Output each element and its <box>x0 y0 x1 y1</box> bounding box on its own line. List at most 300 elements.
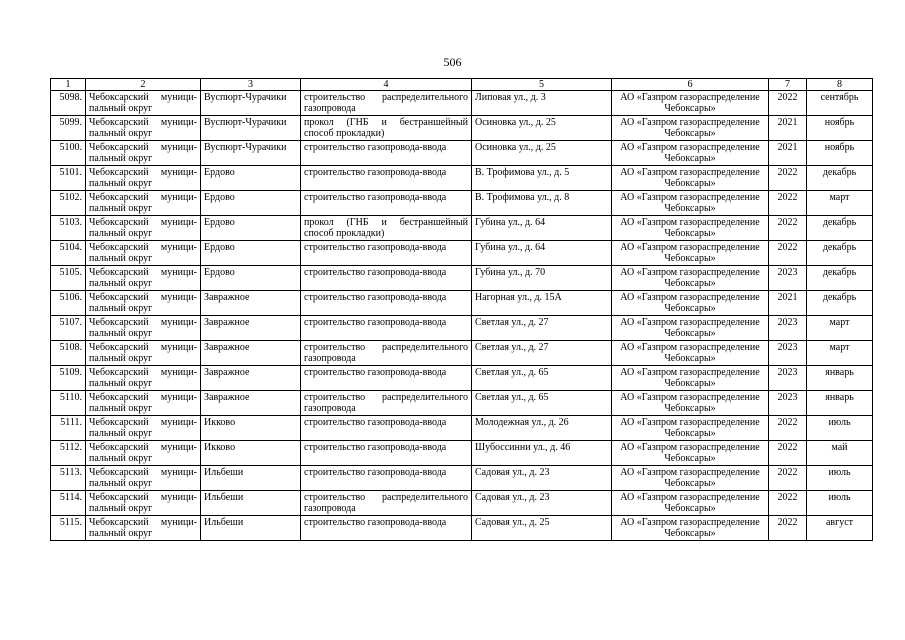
work-type-line-1: строительство газопровода-ввода <box>304 192 447 203</box>
address: Осиновка ул., д. 25 <box>475 117 556 128</box>
address: Губина ул., д. 64 <box>475 242 546 253</box>
address: В. Трофимова ул., д. 8 <box>475 192 570 203</box>
year: 2022 <box>777 167 798 178</box>
work-type-line-1: строительство распределительного <box>304 342 468 353</box>
month-cell <box>807 266 873 291</box>
district-cell <box>86 466 201 491</box>
organization-cell <box>612 416 769 441</box>
work-type-cell <box>301 241 472 266</box>
column-header: 4 <box>301 79 472 91</box>
row-number-cell <box>51 141 86 166</box>
district-line-1: Чебоксарский муници- <box>89 117 197 128</box>
district-line-2: пальный округ <box>89 428 153 439</box>
work-type-cell <box>301 166 472 191</box>
row-number-cell <box>51 316 86 341</box>
table-row <box>51 341 873 366</box>
year: 2022 <box>777 192 798 203</box>
address: Светлая ул., д. 27 <box>475 317 549 328</box>
address-cell <box>472 341 612 366</box>
month: декабрь <box>822 167 857 178</box>
column-header: 6 <box>612 79 769 91</box>
table-row <box>51 166 873 191</box>
table-row <box>51 391 873 416</box>
year: 2022 <box>777 417 798 428</box>
row-number: 5112. <box>59 442 82 453</box>
settlement-name: Завражное <box>204 292 250 303</box>
year-cell <box>769 416 807 441</box>
row-number: 5105. <box>59 267 82 278</box>
year: 2023 <box>777 267 798 278</box>
table-row <box>51 116 873 141</box>
organization-line-2: Чебоксары» <box>664 503 716 514</box>
month-cell <box>807 216 873 241</box>
row-number-cell <box>51 391 86 416</box>
organization-cell <box>612 216 769 241</box>
table-row <box>51 141 873 166</box>
row-number-cell <box>51 116 86 141</box>
table-row <box>51 491 873 516</box>
address-cell <box>472 366 612 391</box>
year: 2022 <box>777 92 798 103</box>
organization-cell <box>612 466 769 491</box>
organization-line-1: АО «Газпром газораспределение <box>620 317 760 328</box>
organization-line-1: АО «Газпром газораспределение <box>620 492 760 503</box>
work-type-line-1: строительство газопровода-ввода <box>304 467 447 478</box>
address-cell <box>472 441 612 466</box>
address: Садовая ул., д. 25 <box>475 517 550 528</box>
year-cell <box>769 166 807 191</box>
month: декабрь <box>822 267 857 278</box>
table-row <box>51 441 873 466</box>
work-type-cell <box>301 491 472 516</box>
district-line-1: Чебоксарский муници- <box>89 342 197 353</box>
table-row <box>51 516 873 541</box>
settlement-cell <box>201 391 301 416</box>
address: Нагорная ул., д. 15А <box>475 292 562 303</box>
year: 2021 <box>777 142 798 153</box>
row-number: 5108. <box>59 342 82 353</box>
row-number: 5098. <box>59 92 82 103</box>
settlement-cell <box>201 516 301 541</box>
settlement-name: Икково <box>204 417 236 428</box>
month-cell <box>807 141 873 166</box>
month: май <box>831 442 848 453</box>
district-cell <box>86 341 201 366</box>
row-number-cell <box>51 191 86 216</box>
district-line-2: пальный округ <box>89 528 153 539</box>
settlement-name: Ильбеши <box>204 492 244 503</box>
address-cell <box>472 116 612 141</box>
row-number: 5103. <box>59 217 82 228</box>
district-line-2: пальный округ <box>89 353 153 364</box>
district-line-1: Чебоксарский муници- <box>89 142 197 153</box>
row-number: 5111. <box>60 417 82 428</box>
row-number: 5115. <box>59 517 82 528</box>
district-line-2: пальный округ <box>89 278 153 289</box>
month: ноябрь <box>824 142 855 153</box>
organization-line-2: Чебоксары» <box>664 228 716 239</box>
work-type-cell <box>301 416 472 441</box>
organization-line-1: АО «Газпром газораспределение <box>620 92 760 103</box>
district-line-2: пальный округ <box>89 378 153 389</box>
address-cell <box>472 466 612 491</box>
district-line-2: пальный округ <box>89 178 153 189</box>
settlement-cell <box>201 216 301 241</box>
settlement-name: Ердово <box>204 192 235 203</box>
district-cell <box>86 266 201 291</box>
address: Губина ул., д. 64 <box>475 217 546 228</box>
year: 2022 <box>777 492 798 503</box>
district-line-1: Чебоксарский муници- <box>89 167 197 178</box>
settlement-name: Вуспюрт-Чурачики <box>204 92 287 103</box>
year-cell <box>769 141 807 166</box>
header-row <box>51 79 873 91</box>
work-type-cell <box>301 366 472 391</box>
work-type-line-1: строительство газопровода-ввода <box>304 142 447 153</box>
month-cell <box>807 241 873 266</box>
column-header: 7 <box>769 79 807 91</box>
year-cell <box>769 466 807 491</box>
district-line-1: Чебоксарский муници- <box>89 317 197 328</box>
settlement-name: Вуспюрт-Чурачики <box>204 117 287 128</box>
address-cell <box>472 416 612 441</box>
work-type-line-1: строительство распределительного <box>304 492 468 503</box>
row-number-cell <box>51 366 86 391</box>
year-cell <box>769 91 807 116</box>
table-row <box>51 266 873 291</box>
month-cell <box>807 416 873 441</box>
work-type-cell <box>301 516 472 541</box>
settlement-cell <box>201 466 301 491</box>
row-number-cell <box>51 491 86 516</box>
district-line-2: пальный округ <box>89 303 153 314</box>
work-type-line-1: строительство газопровода-ввода <box>304 292 447 303</box>
month-cell <box>807 516 873 541</box>
work-type-cell <box>301 266 472 291</box>
district-line-2: пальный округ <box>89 228 153 239</box>
organization-line-2: Чебоксары» <box>664 278 716 289</box>
address-cell <box>472 191 612 216</box>
district-cell <box>86 191 201 216</box>
column-header: 1 <box>51 79 86 91</box>
year: 2023 <box>777 317 798 328</box>
address-cell <box>472 141 612 166</box>
year-cell <box>769 491 807 516</box>
month: декабрь <box>822 292 857 303</box>
row-number: 5110. <box>59 392 82 403</box>
district-line-1: Чебоксарский муници- <box>89 292 197 303</box>
table-body <box>51 91 873 541</box>
month: декабрь <box>822 217 857 228</box>
month-cell <box>807 191 873 216</box>
organization-cell <box>612 166 769 191</box>
settlement-name: Ердово <box>204 217 235 228</box>
column-header: 3 <box>201 79 301 91</box>
settlement-name: Завражное <box>204 342 250 353</box>
address: Светлая ул., д. 27 <box>475 342 549 353</box>
work-type-line-1: строительство газопровода-ввода <box>304 442 447 453</box>
month: декабрь <box>822 242 857 253</box>
organization-line-2: Чебоксары» <box>664 253 716 264</box>
district-line-1: Чебоксарский муници- <box>89 192 197 203</box>
address-cell <box>472 391 612 416</box>
district-cell <box>86 491 201 516</box>
settlement-cell <box>201 141 301 166</box>
organization-cell <box>612 341 769 366</box>
district-line-2: пальный округ <box>89 253 153 264</box>
settlement-name: Ильбеши <box>204 467 244 478</box>
table-row <box>51 291 873 316</box>
month-cell <box>807 116 873 141</box>
district-line-2: пальный округ <box>89 128 153 139</box>
work-type-line-1: прокол (ГНБ и бестраншейный <box>304 117 468 128</box>
organization-line-1: АО «Газпром газораспределение <box>620 442 760 453</box>
work-type-cell <box>301 91 472 116</box>
row-number-cell <box>51 241 86 266</box>
organization-line-2: Чебоксары» <box>664 328 716 339</box>
organization-line-2: Чебоксары» <box>664 378 716 389</box>
district-cell <box>86 391 201 416</box>
work-type-cell <box>301 466 472 491</box>
district-cell <box>86 516 201 541</box>
row-number: 5104. <box>59 242 82 253</box>
district-line-1: Чебоксарский муници- <box>89 467 197 478</box>
organization-line-2: Чебоксары» <box>664 178 716 189</box>
district-cell <box>86 441 201 466</box>
district-line-2: пальный округ <box>89 403 153 414</box>
table-row <box>51 416 873 441</box>
address-cell <box>472 91 612 116</box>
settlement-name: Ердово <box>204 242 235 253</box>
row-number-cell <box>51 266 86 291</box>
month: март <box>829 317 850 328</box>
organization-cell <box>612 491 769 516</box>
table-row <box>51 91 873 116</box>
work-type-line-1: строительство газопровода-ввода <box>304 267 447 278</box>
month: март <box>829 342 850 353</box>
district-line-1: Чебоксарский муници- <box>89 417 197 428</box>
row-number: 5114. <box>59 492 82 503</box>
settlement-cell <box>201 241 301 266</box>
column-header: 8 <box>807 79 873 91</box>
district-line-2: пальный округ <box>89 203 153 214</box>
settlement-cell <box>201 491 301 516</box>
work-type-cell <box>301 341 472 366</box>
district-cell <box>86 291 201 316</box>
organization-line-1: АО «Газпром газораспределение <box>620 517 760 528</box>
address: Осиновка ул., д. 25 <box>475 142 556 153</box>
month-cell <box>807 166 873 191</box>
organization-line-1: АО «Газпром газораспределение <box>620 167 760 178</box>
settlement-name: Завражное <box>204 392 250 403</box>
organization-cell <box>612 241 769 266</box>
address-cell <box>472 291 612 316</box>
district-line-1: Чебоксарский муници- <box>89 392 197 403</box>
settlement-name: Ильбеши <box>204 517 244 528</box>
work-type-line-2: газопровода <box>304 503 356 514</box>
address: Молодежная ул., д. 26 <box>475 417 569 428</box>
organization-line-1: АО «Газпром газораспределение <box>620 342 760 353</box>
organization-cell <box>612 391 769 416</box>
work-type-line-2: газопровода <box>304 103 356 114</box>
table-row <box>51 466 873 491</box>
organization-line-1: АО «Газпром газораспределение <box>620 267 760 278</box>
work-type-line-1: строительство газопровода-ввода <box>304 417 447 428</box>
year-cell <box>769 116 807 141</box>
settlement-cell <box>201 166 301 191</box>
column-header: 2 <box>86 79 201 91</box>
organization-cell <box>612 516 769 541</box>
row-number: 5106. <box>59 292 82 303</box>
table-row <box>51 366 873 391</box>
table-row <box>51 216 873 241</box>
work-type-line-1: строительство распределительного <box>304 392 468 403</box>
column-header: 5 <box>472 79 612 91</box>
work-type-cell <box>301 441 472 466</box>
district-line-2: пальный округ <box>89 153 153 164</box>
settlement-name: Ердово <box>204 267 235 278</box>
year-cell <box>769 366 807 391</box>
work-type-line-1: строительство газопровода-ввода <box>304 242 447 253</box>
row-number-cell <box>51 91 86 116</box>
row-number-cell <box>51 341 86 366</box>
organization-line-2: Чебоксары» <box>664 103 716 114</box>
month: июль <box>828 492 851 503</box>
work-type-cell <box>301 391 472 416</box>
month: январь <box>825 392 854 403</box>
work-type-line-2: газопровода <box>304 353 356 364</box>
month-cell <box>807 366 873 391</box>
address: Садовая ул., д. 23 <box>475 492 550 503</box>
settlement-cell <box>201 366 301 391</box>
district-cell <box>86 91 201 116</box>
row-number: 5109. <box>59 367 82 378</box>
table-row <box>51 241 873 266</box>
page-number: 506 <box>443 55 462 69</box>
work-type-cell <box>301 216 472 241</box>
year: 2022 <box>777 517 798 528</box>
address: Светлая ул., д. 65 <box>475 367 549 378</box>
district-cell <box>86 316 201 341</box>
work-type-line-1: строительство газопровода-ввода <box>304 167 447 178</box>
organization-line-2: Чебоксары» <box>664 528 716 539</box>
year: 2022 <box>777 442 798 453</box>
settlement-name: Завражное <box>204 367 250 378</box>
organization-line-1: АО «Газпром газораспределение <box>620 242 760 253</box>
year-cell <box>769 391 807 416</box>
address: Губина ул., д. 70 <box>475 267 546 278</box>
work-type-line-2: способ прокладки) <box>304 128 385 139</box>
organization-line-2: Чебоксары» <box>664 428 716 439</box>
address-cell <box>472 241 612 266</box>
district-line-2: пальный округ <box>89 103 153 114</box>
settlement-cell <box>201 341 301 366</box>
district-line-1: Чебоксарский муници- <box>89 242 197 253</box>
month-cell <box>807 391 873 416</box>
organization-cell <box>612 441 769 466</box>
month: август <box>825 517 854 528</box>
month: июль <box>828 417 851 428</box>
organization-line-1: АО «Газпром газораспределение <box>620 217 760 228</box>
month: март <box>829 192 850 203</box>
address-cell <box>472 166 612 191</box>
table-header <box>51 79 873 91</box>
address-cell <box>472 516 612 541</box>
year: 2023 <box>777 342 798 353</box>
district-line-2: пальный округ <box>89 503 153 514</box>
organization-line-1: АО «Газпром газораспределение <box>620 142 760 153</box>
row-number-cell <box>51 216 86 241</box>
work-type-cell <box>301 191 472 216</box>
row-number-cell <box>51 441 86 466</box>
year-cell <box>769 341 807 366</box>
month-cell <box>807 316 873 341</box>
year-cell <box>769 191 807 216</box>
row-number-cell <box>51 291 86 316</box>
organization-cell <box>612 291 769 316</box>
district-cell <box>86 416 201 441</box>
year: 2021 <box>777 292 798 303</box>
year: 2022 <box>777 467 798 478</box>
gas-works-table <box>50 78 873 541</box>
district-cell <box>86 366 201 391</box>
work-type-line-2: способ прокладки) <box>304 228 385 239</box>
organization-line-1: АО «Газпром газораспределение <box>620 392 760 403</box>
organization-line-1: АО «Газпром газораспределение <box>620 417 760 428</box>
address: Садовая ул., д. 23 <box>475 467 550 478</box>
month: сентябрь <box>820 92 859 103</box>
settlement-cell <box>201 291 301 316</box>
organization-line-2: Чебоксары» <box>664 203 716 214</box>
row-number-cell <box>51 416 86 441</box>
settlement-name: Икково <box>204 442 236 453</box>
work-type-line-1: строительство газопровода-ввода <box>304 317 447 328</box>
year: 2021 <box>777 117 798 128</box>
row-number: 5102. <box>59 192 82 203</box>
year: 2023 <box>777 392 798 403</box>
settlement-cell <box>201 266 301 291</box>
row-number: 5107. <box>59 317 82 328</box>
address-cell <box>472 266 612 291</box>
month-cell <box>807 91 873 116</box>
organization-line-2: Чебоксары» <box>664 403 716 414</box>
address: Светлая ул., д. 65 <box>475 392 549 403</box>
district-line-2: пальный округ <box>89 328 153 339</box>
row-number-cell <box>51 166 86 191</box>
month-cell <box>807 291 873 316</box>
district-cell <box>86 166 201 191</box>
district-cell <box>86 141 201 166</box>
address: Шубоссинни ул., д. 46 <box>475 442 571 453</box>
district-line-1: Чебоксарский муници- <box>89 267 197 278</box>
year: 2023 <box>777 367 798 378</box>
district-line-1: Чебоксарский муници- <box>89 442 197 453</box>
district-cell <box>86 241 201 266</box>
organization-line-2: Чебоксары» <box>664 453 716 464</box>
organization-line-2: Чебоксары» <box>664 128 716 139</box>
address: Липовая ул., д. 3 <box>475 92 546 103</box>
work-type-cell <box>301 291 472 316</box>
district-line-1: Чебоксарский муници- <box>89 217 197 228</box>
organization-line-1: АО «Газпром газораспределение <box>620 467 760 478</box>
month-cell <box>807 491 873 516</box>
work-type-line-1: прокол (ГНБ и бестраншейный <box>304 217 468 228</box>
organization-cell <box>612 191 769 216</box>
organization-line-2: Чебоксары» <box>664 303 716 314</box>
settlement-cell <box>201 316 301 341</box>
district-cell <box>86 216 201 241</box>
organization-line-2: Чебоксары» <box>664 478 716 489</box>
